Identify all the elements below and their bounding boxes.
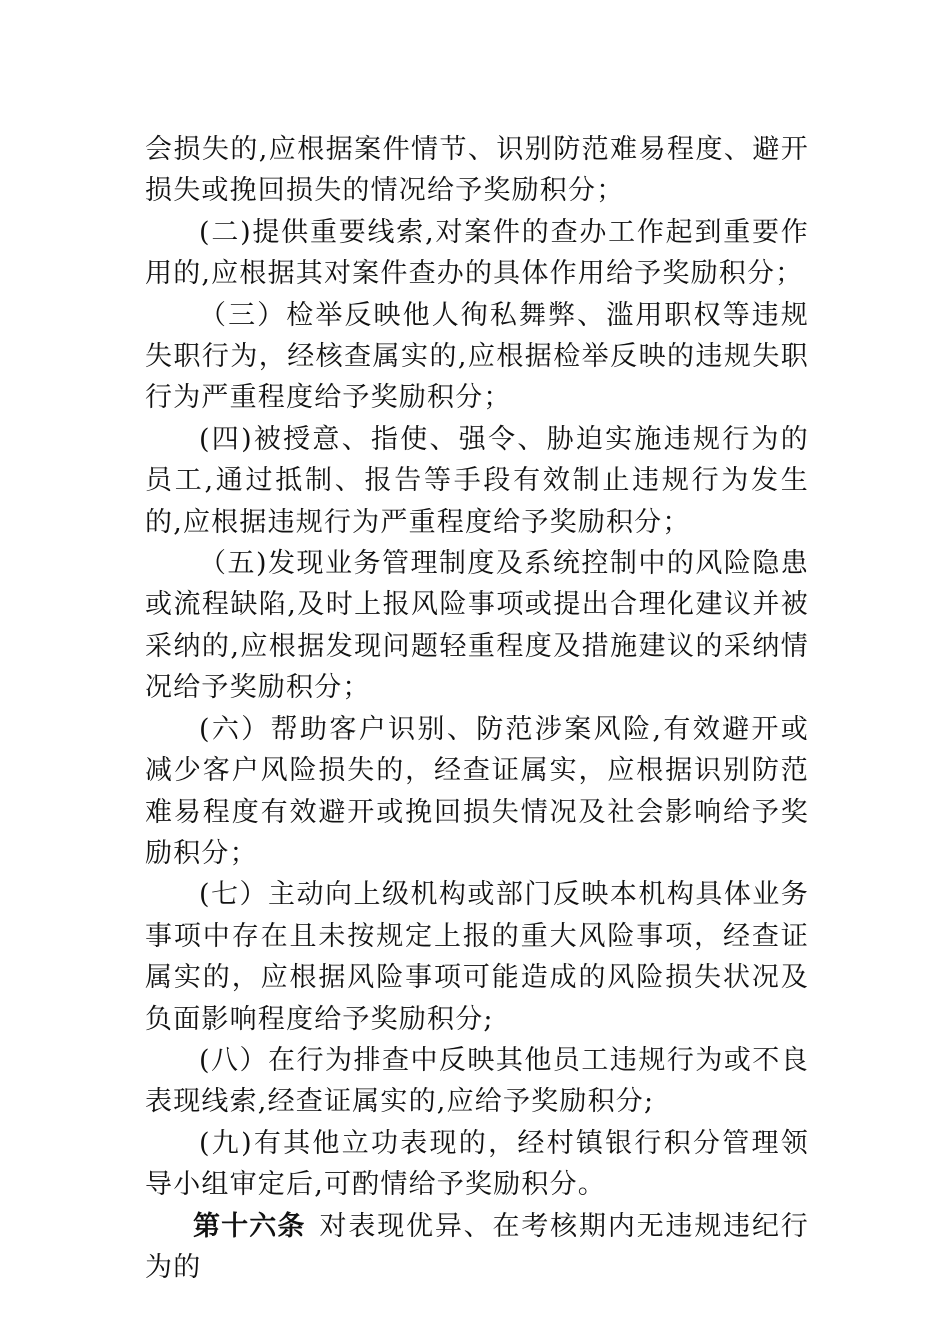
paragraph-continuation: 会损失的,应根据案件情节、识别防范难易程度、避开损失或挽回损失的情况给予奖励积分； bbox=[145, 134, 809, 207]
paragraph-item-3: （三）检举反映他人徇私舞弊、滥用职权等违规失职行为，经核查属实的,应根据检举反映的违规失职行为严重程度给予奖励积分； bbox=[145, 299, 809, 414]
paragraph-item-2: (二)提供重要线索,对案件的查办工作起到重要作用的,应根据其对案件查办的具体作用给予奖励积分； bbox=[145, 216, 809, 290]
paragraph-item-5: （五)发现业务管理制度及系统控制中的风险隐患或流程缺陷,及时上报风险事项或提出合理化建议并被采纳的,应根据发现问题轻重程度及措施建议的采纳情况给予奖励积分； bbox=[145, 548, 809, 704]
paragraph-item-9: (九)有其他立功表现的，经村镇银行积分管理领导小组审定后,可酌情给予奖励积分。 bbox=[145, 1127, 809, 1201]
paragraph-item-8: (八）在行为排查中反映其他员工违规行为或不良表现线索,经查证属实的,应给予奖励积分; bbox=[145, 1044, 809, 1118]
paragraph-item-7: (七）主动向上级机构或部门反映本机构具体业务事项中存在且未按规定上报的重大风险事项，经查证属实的，应根据风险事项可能造成的风险损失状况及负面影响程度给予奖励积分; bbox=[145, 879, 809, 1035]
document-body bbox=[145, 129, 809, 1288]
article-text: 对表现优异、在考核期内无违规违纪行为的 bbox=[145, 1210, 810, 1283]
paragraph-item-4: (四)被授意、指使、强令、胁迫实施违规行为的员工,通过抵制、报告等手段有效制止违规行为发生的,应根据违规行为严重程度给予奖励积分； bbox=[145, 423, 809, 538]
article-heading: 第十六条 bbox=[193, 1210, 306, 1242]
article-paragraph bbox=[145, 1206, 809, 1289]
paragraph-item-6: (六）帮助客户识别、防范涉案风险,有效避开或减少客户风险损失的，经查证属实，应根据识别防范难易程度有效避开或挽回损失情况及社会影响给予奖励积分； bbox=[145, 713, 809, 869]
